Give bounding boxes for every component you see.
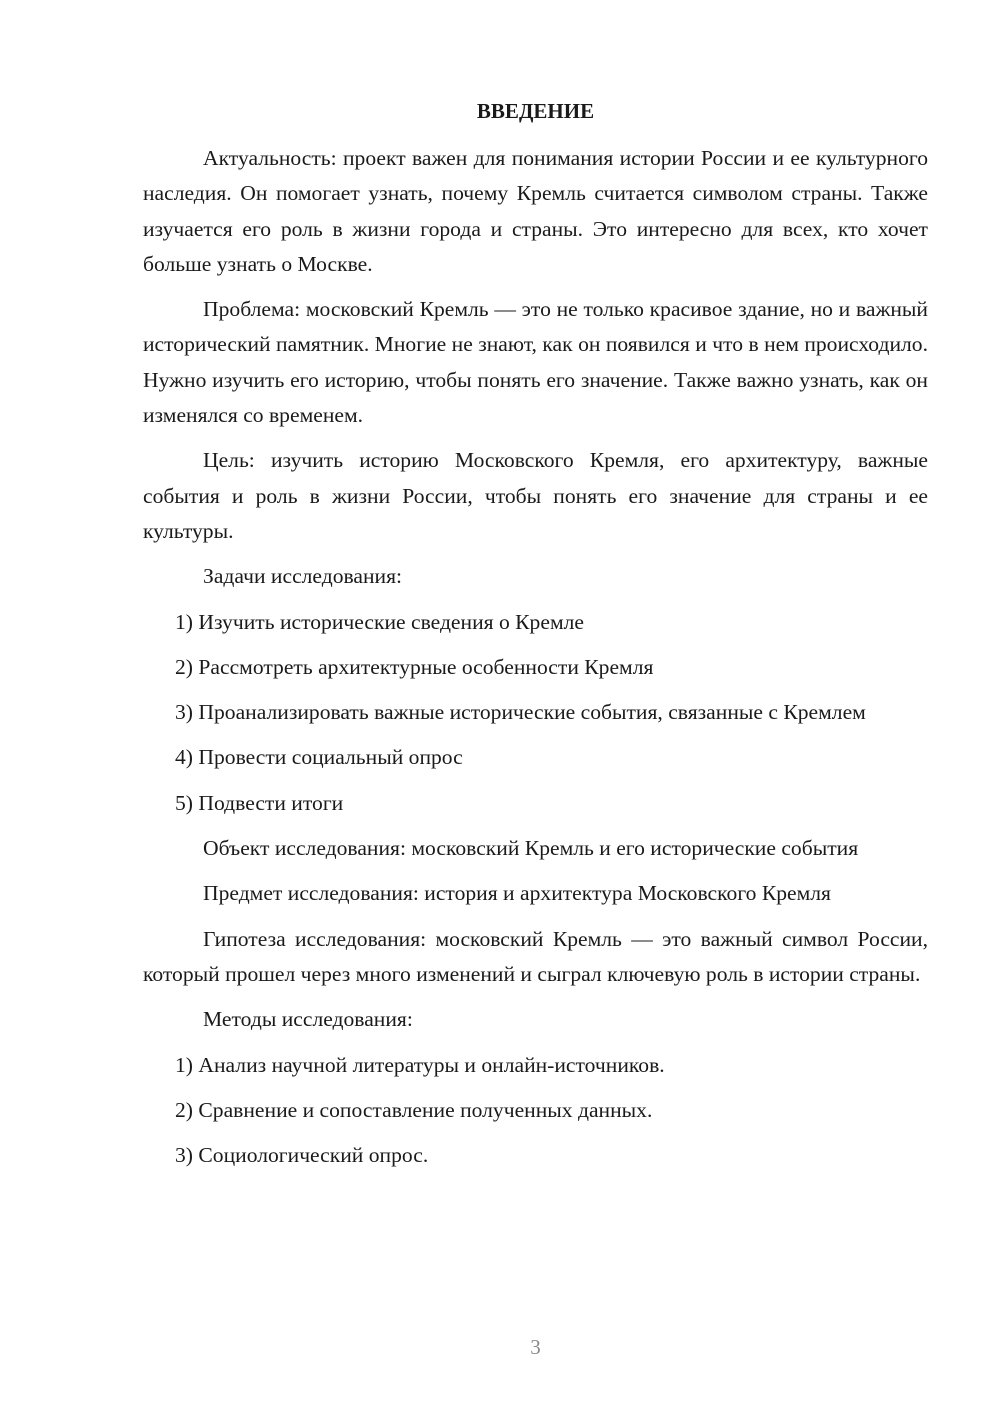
paragraph-tasks-heading: Задачи исследования: — [203, 564, 403, 589]
paragraph-relevance: Актуальность: проект важен для понимания истории России и ее культурного наследия. Он помогает узнать, почему Кремль считается символом страны. Также изучается его роль в жизни города и страны. Это интересно для всех, кто хочет больше узнать о Москве. — [143, 146, 928, 276]
paragraph-goal: Цель: изучить историю Московского Кремля, его архитектуру, важные события и роль в жизни России, чтобы понять его значение для страны и ее культуры. — [143, 448, 928, 543]
paragraph-subject: Предмет исследования: история и архитектура Московского Кремля — [203, 881, 831, 906]
paragraph-problem: Проблема: московский Кремль — это не только красивое здание, но и важный исторический памятник. Многие не знают, как он появился и что в нем происходило. Нужно изучить его историю, чтобы понять его значение. Также важно узнать, как он изменялся со временем. — [143, 297, 928, 428]
document-page — [143, 0, 928, 1414]
list-item-task-3: 3) Проанализировать важные исторические события, связанные с Кремлем — [175, 700, 866, 725]
list-item-task-2: 2) Рассмотреть архитектурные особенности Кремля — [175, 654, 654, 679]
list-item-method-2: 2) Сравнение и сопоставление полученных данных. — [175, 1097, 653, 1122]
list-item-method-3: 3) Социологический опрос. — [175, 1143, 429, 1168]
paragraph-methods-heading: Методы исследования: — [203, 1007, 413, 1032]
list-item-task-1: 1) Изучить исторические сведения о Кремле — [175, 609, 584, 634]
list-item-task-4: 4) Провести социальный опрос — [175, 745, 463, 770]
paragraph-object: Объект исследования: московский Кремль и его исторические события — [203, 836, 859, 861]
page-title: ВВЕДЕНИЕ — [476, 99, 595, 123]
list-item-method-1: 1) Анализ научной литературы и онлайн-источников. — [175, 1052, 665, 1077]
document-body — [143, 141, 928, 1183]
paragraph-hypothesis: Гипотеза исследования: московский Кремль — это важный символ России, который прошел через много изменений и сыграл ключевую роль в истории страны. — [143, 926, 928, 986]
list-item-task-5: 5) Подвести итоги — [175, 790, 344, 815]
page-number: 3 — [530, 1335, 541, 1359]
